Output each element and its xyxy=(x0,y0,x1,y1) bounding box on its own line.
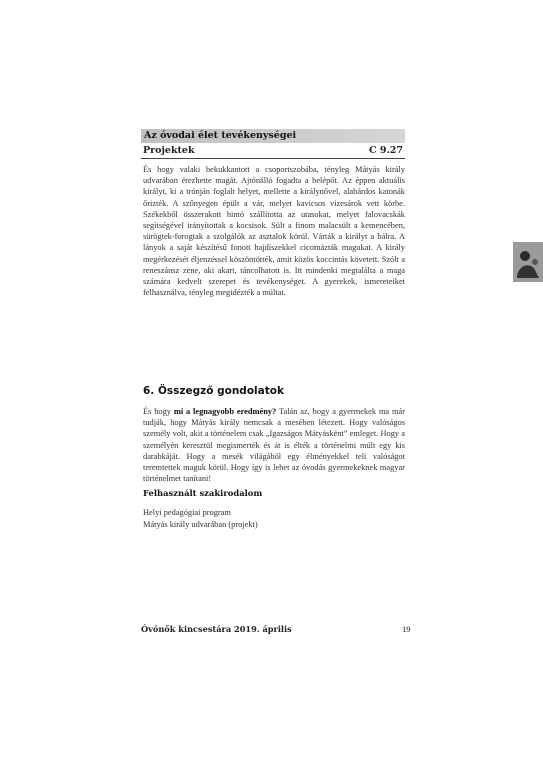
summary-intro: És hogy xyxy=(143,407,174,416)
footer-publication: Óvónők kincsestára 2019. április xyxy=(141,624,292,634)
summary-rest: Talán az, hogy a gyermekek ma már tudják, hogy Mátyás király nemcsak a mesében létezett. Hogy valóságos személy volt, akit a történelem csak „Igazságos Mátyásként” emleget. Hogy a személyén keresztül megismerték és át is élték a történelmi múlt egy kis darabkáját. Hogy a mesék világából egy élményekkel teli valóságot teremtettek maguk körül. Hogy így is lehet az óvodás gyermekeknek magyar történelmet tanítani! xyxy=(143,407,406,484)
section-code: C 9.27 xyxy=(368,145,403,156)
section-header xyxy=(141,144,405,159)
references-title: Felhasznált szakirodalom xyxy=(143,488,263,498)
chapter-banner: Az óvodai élet tevékenységei xyxy=(141,129,405,143)
page-number: 19 xyxy=(402,624,411,634)
story-paragraph: És hogy valaki bekukkantott a csoportszobába, tényleg Mátyás király udvarában érezhette magát. Ajtónálló fogadta a belépőt. Az éppen aktuális királyt, ki a trónján foglalt helyet, mellette a királynővel, alabárdos katonák őrizték. A szőnyegen épült a vár, melyet kavicsos vizesárok vett körbe. Székekből összerakott hintó szállította az utasokat, melyet falovacskák segítségével irányítottak a kocsisok. Sült a finom malacsült a kemencében, sürögtek-forogtak a szolgálók az asztalok körül. Várták a királyt a bálra. A lányok a saját készítésű fonott hajdíszekkel cicomázták magukat. A király megérkezését éljenzéssel köszöntötték, amit közös koccintás követett. Szólt a reneszánsz zene, aki akart, táncolhatott is. Itt mindenki megtalálta a maga számára kedvelt szerepet és tevékenységet. A gyerekek, ismereteiket felhasználva, tényleg megidézték a múltat. xyxy=(143,165,405,298)
reference-item: Helyi pedagógiai program xyxy=(143,508,231,517)
side-tab-image xyxy=(513,242,543,282)
summary-emphasis: mi a legnagyobb eredmény? xyxy=(173,407,277,416)
section-title: Projektek xyxy=(143,145,195,156)
reference-item: Mátyás király udvarában (projekt) xyxy=(143,520,258,529)
summary-heading: 6. Összegző gondolatok xyxy=(143,385,284,397)
summary-paragraph xyxy=(143,406,405,484)
